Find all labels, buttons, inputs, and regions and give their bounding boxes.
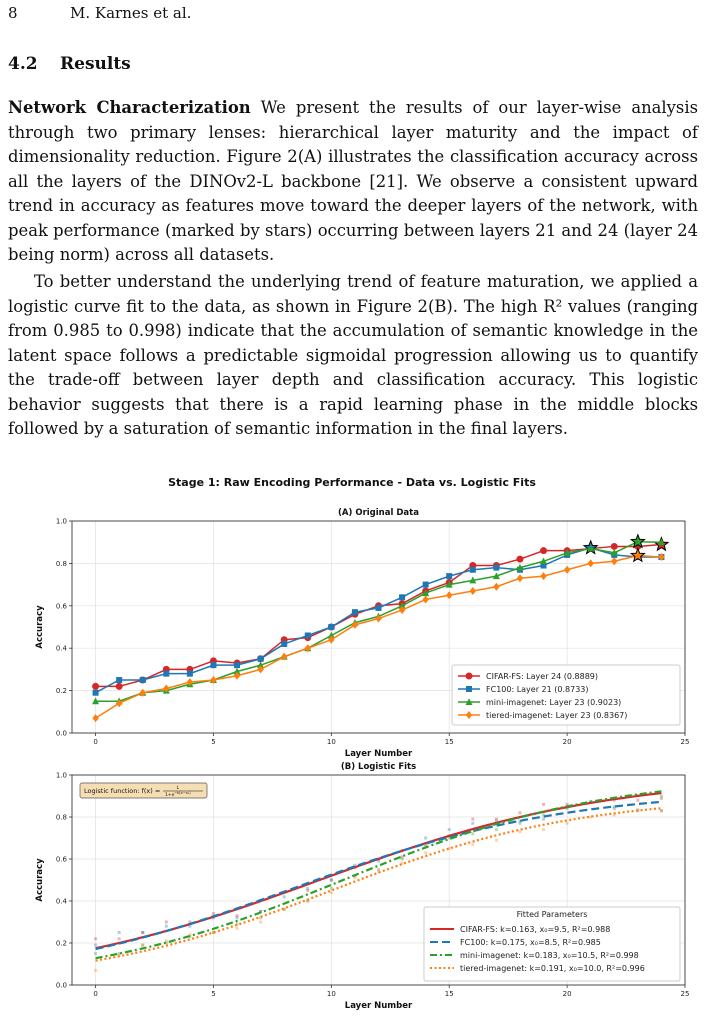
chart-a-point (116, 677, 122, 683)
section-number: 4.2 (8, 54, 38, 74)
chart-a-point (93, 683, 99, 689)
section-title: Results (60, 54, 131, 74)
chart-a-point (305, 632, 311, 638)
chart-b-data-point (353, 876, 356, 879)
chart-b-ytick-label: 0.0 (55, 981, 67, 990)
chart-a-point (376, 605, 382, 611)
chart-b-data-point (94, 937, 97, 940)
chart-b-xlabel: Layer Number (344, 1001, 413, 1011)
chart-b-data-point (259, 921, 262, 924)
chart-b-ylabel: Accuracy (35, 858, 45, 902)
running-head-authors: M. Karnes et al. (70, 4, 192, 22)
chart-b-legend-title: Fitted Parameters (516, 910, 588, 919)
chart-a-xtick-label: 5 (211, 738, 216, 746)
chart-b-data-point (141, 944, 144, 947)
chart-b-data-point (636, 799, 639, 802)
chart-a-point (93, 690, 99, 696)
running-header (8, 4, 191, 22)
chart-a-ytick-label: 0.2 (55, 687, 67, 696)
chart-b-legend-label: mini-imagenet: k=0.183, x₀=10.5, R²=0.998 (460, 951, 639, 960)
chart-b-data-point (424, 851, 427, 854)
chart-a-title: (A) Original Data (338, 508, 419, 518)
chart-b-data-point (236, 927, 239, 930)
chart-b-ytick-label: 0.4 (55, 897, 67, 906)
chart-a-point (399, 594, 405, 600)
chart-b-data-point (118, 937, 121, 940)
chart-a-point (234, 662, 240, 668)
chart-a-point (493, 565, 499, 571)
chart-a-point (517, 574, 523, 582)
chart-a-ylabel: Accuracy (35, 605, 45, 649)
chart-b-xtick-label: 10 (326, 990, 336, 998)
chart-b-legend-label: CIFAR-FS: k=0.163, x₀=9.5, R²=0.988 (460, 925, 611, 934)
chart-b-data-point (306, 887, 309, 890)
chart-a-point (493, 583, 499, 591)
chart-b-ytick-label: 0.2 (55, 939, 67, 948)
chart-a-point (587, 559, 593, 567)
figure-suptitle: Stage 1: Raw Encoding Performance - Data vs. Logistic Fits (168, 476, 536, 489)
chart-a-legend-marker (466, 686, 472, 692)
chart-b-data-point (660, 795, 663, 798)
section-heading (8, 54, 131, 74)
chart-a-point (258, 656, 264, 662)
chart-b-data-point (236, 916, 239, 919)
chart-b-annotation-exponent: −k(x−x₀) (174, 791, 191, 795)
chart-a-xtick-label: 15 (444, 738, 454, 746)
chart-b-data-point (471, 843, 474, 846)
paragraph-heading: Network Characterization (8, 98, 251, 117)
chart-b-data-point (141, 931, 144, 934)
chart-a-legend-marker (466, 673, 472, 679)
chart-a-point (470, 587, 476, 595)
page-number: 8 (8, 4, 18, 22)
chart-b-data-point (94, 969, 97, 972)
chart-a-ytick-label: 0.6 (55, 602, 67, 611)
chart-b-data-point (94, 952, 97, 955)
chart-b-legend-label: tiered-imagenet: k=0.191, x₀=10.0, R²=0.996 (460, 964, 645, 973)
figure-2 (0, 465, 704, 1025)
chart-b-ytick-label: 1.0 (55, 771, 67, 780)
chart-a-ytick-label: 0.8 (55, 559, 67, 568)
chart-b-data-point (471, 818, 474, 821)
chart-b-annotation-numerator: L (176, 786, 180, 791)
chart-b-data-point (330, 879, 333, 882)
chart-b-annotation (80, 783, 207, 798)
chart-b-data-point (283, 895, 286, 898)
chart-b-ytick-label: 0.6 (55, 855, 67, 864)
chart-a-ytick-label: 0.0 (55, 729, 67, 738)
chart-b-title: (B) Logistic Fits (340, 762, 417, 772)
chart-a-xtick-label: 0 (93, 738, 98, 746)
chart-b-xtick-label: 5 (211, 990, 216, 998)
chart-b-data-point (471, 832, 474, 835)
chart-a-xlabel: Layer Number (344, 749, 413, 759)
chart-b-data-point (424, 837, 427, 840)
chart-a-point (352, 609, 358, 615)
chart-b-data-point (518, 811, 521, 814)
chart-a-point (517, 556, 523, 562)
chart-a-legend-label: tiered-imagenet: Layer 23 (0.8367) (486, 711, 628, 720)
chart-b-data-point (495, 828, 498, 831)
chart-b-legend (424, 907, 680, 981)
chart-a-point (163, 671, 169, 677)
chart-a-point (446, 591, 452, 599)
chart-a-point (423, 582, 429, 588)
chart-a-point (470, 567, 476, 573)
chart-b-xtick-label: 15 (444, 990, 454, 998)
paragraph-logistic-fit: To better understand the underlying trend of feature maturation, we applied a logistic curve fit to the data, as shown in Figure 2(B). The high R² values (ranging from 0.985 to 0.998) indicate that the accumulation of semantic knowledge in the latent space follows a predictable sigmoidal progression allowing us to quantify the trade-off between layer depth and classification accuracy. This logistic behavior suggests that there is a rapid learning phase in the middle blocks followed by a saturation of semantic information in the final layers. (8, 272, 698, 438)
chart-a-xtick-label: 10 (326, 738, 336, 746)
chart-b-data-point (542, 828, 545, 831)
chart-a-point (187, 671, 193, 677)
chart-a-xtick-label: 20 (562, 738, 572, 746)
chart-a-legend-label: CIFAR-FS: Layer 24 (0.8889) (486, 672, 598, 681)
chart-b-data-point (165, 921, 168, 924)
chart-b-xtick-label: 25 (680, 990, 690, 998)
chart-b-legend-label: FC100: k=0.175, x₀=8.5, R²=0.985 (460, 938, 601, 947)
chart-b-data-point (660, 809, 663, 812)
chart-b-data-point (165, 925, 168, 928)
chart-b-data-point (118, 931, 121, 934)
chart-a-point (564, 566, 570, 574)
chart-a-point (92, 714, 98, 722)
chart-b-xtick-label: 0 (93, 990, 98, 998)
chart-b-annotation-denominator: 1+e (165, 793, 175, 798)
chart-a-point (611, 543, 617, 549)
chart-b-data-point (518, 830, 521, 833)
chart-a-ytick-label: 1.0 (55, 517, 67, 526)
chart-b-data-point (566, 822, 569, 825)
chart-b-data-point (495, 839, 498, 842)
chart-b-data-point (330, 891, 333, 894)
chart-b-xtick-label: 20 (562, 990, 572, 998)
chart-a-point (540, 572, 546, 580)
chart-b-data-point (401, 858, 404, 861)
chart-a-point (281, 641, 287, 647)
chart-a-point (328, 624, 334, 630)
chart-b-data-point (542, 803, 545, 806)
chart-a-xtick-label: 25 (680, 738, 690, 746)
chart-b-data-point (448, 828, 451, 831)
chart-a-legend (452, 665, 680, 725)
chart-b-data-point (542, 818, 545, 821)
chart-a-point (422, 595, 428, 603)
chart-a-point (446, 573, 452, 579)
chart-a-point (116, 683, 122, 689)
chart-a-ytick-label: 0.4 (55, 644, 67, 653)
chart-a-point (541, 548, 547, 554)
chart-a-point (611, 557, 617, 565)
chart-b-data-point (471, 822, 474, 825)
paragraph-text: We present the results of our layer-wise analysis through two primary lenses: hierarchical layer maturity and the impact of dimensionality reduction. Figure 2(A) illustrates the classification accuracy across all the layers of the DINOv2-L backbone [21]. We observe a consistent upward trend in accuracy as features move toward the deeper layers of the network, with peak performance (marked by stars) occurring between layers 21 and 24 (layer 24 being norm) across all datasets. (8, 98, 698, 264)
chart-b-annotation-text: Logistic function: f(x) = (84, 787, 161, 795)
chart-a-point (210, 662, 216, 668)
chart-b-data-point (94, 944, 97, 947)
chart-b-data-point (212, 912, 215, 915)
chart-b-ytick-label: 0.8 (55, 813, 67, 822)
chart-a-point (140, 677, 146, 683)
chart-a-legend-label: mini-imagenet: Layer 23 (0.9023) (486, 698, 622, 707)
paragraph-network-characterization (8, 96, 698, 268)
chart-a-legend-label: FC100: Layer 21 (0.8733) (486, 685, 589, 694)
